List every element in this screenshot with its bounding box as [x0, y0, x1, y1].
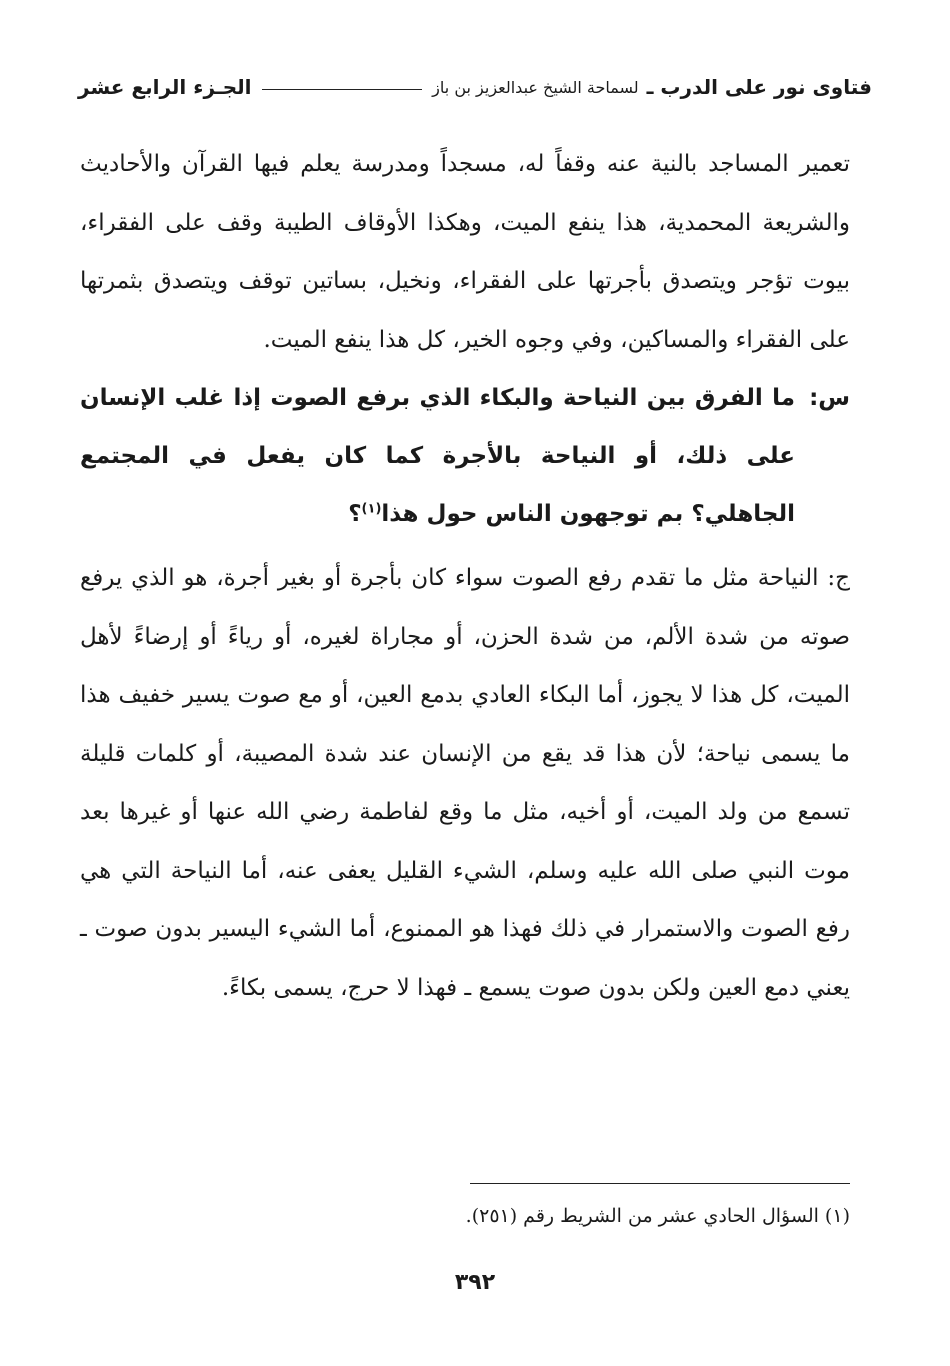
question-text: ما الفرق بين النياحة والبكاء الذي برفع الصوت إذا غلب الإنسان على ذلك، أو النياحة بالأجرة كما كان يفعل في المجتمع الجاهلي؟ بم توجهون الناس حول هذا [80, 385, 795, 527]
answer-block [80, 549, 850, 1017]
running-header [78, 70, 872, 104]
body-text [80, 135, 850, 1017]
header-book-title: فتاوى نور على الدرب ـ [646, 75, 872, 99]
answer-text: النياحة مثل ما تقدم رفع الصوت سواء كان بأجرة أو بغير أجرة، هو الذي يرفع صوته من شدة الألم، من شدة الحزن، أو مجاراة لغيره، أو رياءً أو إرضاءً لأهل الميت، كل هذا لا يجوز، أما البكاء العادي بدمع العين، أو مع صوت يسير خفيف هذا ما يسمى نياحة؛ لأن هذا قد يقع من الإنسان عند شدة المصيبة، أو كلمات قليلة تسمع من ولد الميت، أو أخيه، مثل ما وقع لفاطمة رضي الله عنها أو غيرها بعد موت النبي صلى الله عليه وسلم، الشيء القليل يعفى عنه، أما النياحة التي هي رفع الصوت والاستمرار في ذلك فهذا هو الممنوع، أما الشيء اليسير بدون صوت ـ يعني دمع العين ولكن بدون صوت يسمع ـ فهذا لا حرج، يسمى بكاءً. [80, 565, 850, 1001]
page-number: ٣٩٢ [454, 1270, 496, 1295]
footnote-rule [470, 1183, 850, 1184]
answer-prefix: ج: [827, 565, 850, 591]
opening-paragraph: تعمير المساجد بالنية عنه وقفاً له، مسجداً ومدرسة يعلم فيها القرآن والأحاديث والشريعة المحمدية، هذا ينفع الميت، وهكذا الأوقاف الطيبة وقف على الفقراء، بيوت تؤجر ويتصدق بأجرتها على الفقراء، ونخيل، بساتين توقف ويتصدق بثمرتها على الفقراء والمساكين، وفي وجوه الخير، كل هذا ينفع الميت. [80, 151, 850, 353]
footnote: (١) السؤال الحادي عشر من الشريط رقم (٢٥١). [465, 1205, 850, 1227]
question-end: ؟ [348, 501, 362, 527]
question-prefix: س: [809, 385, 850, 411]
header-author: لسماحة الشيخ عبدالعزيز بن باز [432, 77, 639, 97]
footnote-marker: (١) [361, 501, 382, 517]
question-block [80, 369, 850, 543]
header-rule [262, 89, 423, 90]
header-part: الجـزء الرابع عشر [78, 75, 252, 99]
